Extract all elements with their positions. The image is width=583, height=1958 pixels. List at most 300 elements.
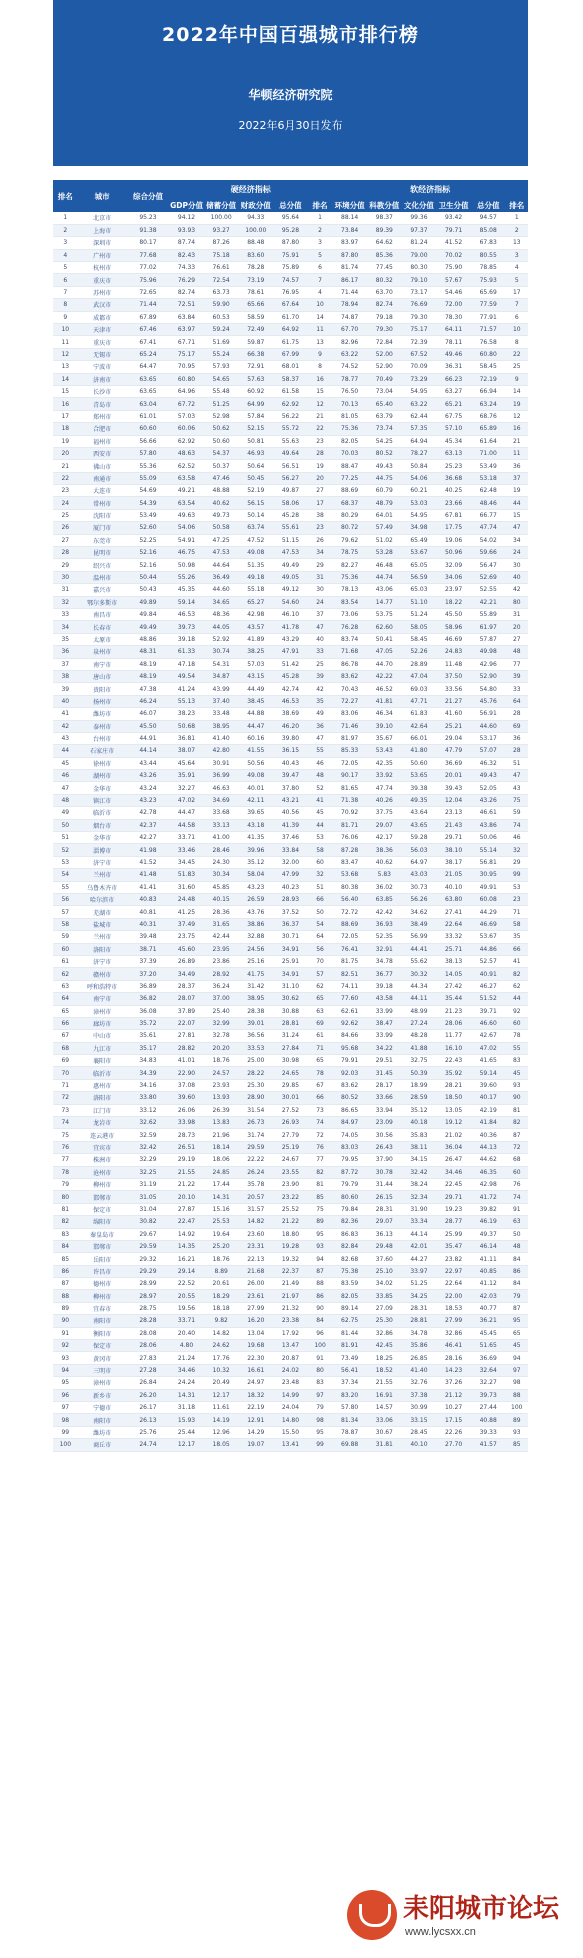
table-cell: 39.18 (169, 633, 204, 645)
table-cell: 89.14 (332, 1302, 367, 1314)
table-cell: 89 (308, 1216, 333, 1228)
table-cell: 27 (308, 485, 333, 497)
table-cell: 38.36 (367, 844, 402, 856)
table-row (53, 1154, 528, 1166)
table-cell: 69 (308, 1017, 333, 1029)
table-cell: 7 (506, 299, 528, 311)
table-cell: 28.31 (402, 1302, 437, 1314)
table-cell: 14 (308, 311, 333, 323)
table-cell: 48 (506, 646, 528, 658)
table-cell: 14 (53, 373, 78, 385)
table-cell: 67.72 (169, 398, 204, 410)
table-cell: 82.27 (332, 559, 367, 571)
table-cell: 91 (506, 1203, 528, 1215)
table-cell: 19 (506, 398, 528, 410)
table-cell: 40 (506, 571, 528, 583)
table-cell: 56.26 (402, 893, 437, 905)
table-cell: 62.60 (367, 621, 402, 633)
table-cell: 88 (308, 1278, 333, 1290)
table-row (53, 584, 528, 596)
table-cell: 53.49 (127, 509, 169, 521)
table-cell: 66.01 (402, 732, 437, 744)
table-cell: 45.35 (169, 584, 204, 596)
table-cell: 82.74 (367, 299, 402, 311)
city-cell: 扬州市 (78, 695, 127, 707)
city-cell: 金华市 (78, 832, 127, 844)
table-cell: 86.17 (332, 274, 367, 286)
table-cell: 30.67 (367, 1426, 402, 1438)
table-cell: 65.66 (238, 299, 273, 311)
table-cell: 97 (506, 1364, 528, 1376)
table-cell: 34.46 (436, 1166, 471, 1178)
table-cell: 79.18 (367, 311, 402, 323)
table-cell: 42.78 (127, 807, 169, 819)
table-cell: 79.95 (332, 1154, 367, 1166)
table-cell: 21.55 (169, 1166, 204, 1178)
table-cell: 79.84 (332, 1203, 367, 1215)
table-cell: 70.02 (436, 249, 471, 261)
table-cell: 49.87 (273, 485, 308, 497)
table-cell: 80.30 (402, 262, 437, 274)
table-cell: 42.03 (471, 1290, 506, 1302)
table-row (53, 237, 528, 249)
table-cell: 94.33 (238, 212, 273, 224)
city-cell: 黄冈市 (78, 1352, 127, 1364)
table-cell: 59.28 (402, 832, 437, 844)
table-cell: 52.55 (471, 584, 506, 596)
table-cell: 28.16 (436, 1352, 471, 1364)
city-cell: 深圳市 (78, 237, 127, 249)
table-cell: 41.35 (238, 832, 273, 844)
table-row (53, 212, 528, 224)
table-cell: 29.04 (436, 732, 471, 744)
header-health: 卫生分值 (436, 198, 471, 212)
table-cell: 67.64 (273, 299, 308, 311)
table-row (53, 1055, 528, 1067)
table-cell: 46.24 (127, 695, 169, 707)
table-cell: 50 (308, 906, 333, 918)
city-cell: 南阳市 (78, 1414, 127, 1426)
table-cell: 32.27 (471, 1377, 506, 1389)
table-cell: 37.39 (127, 955, 169, 967)
table-cell: 87.72 (332, 1166, 367, 1178)
city-cell: 合肥市 (78, 423, 127, 435)
city-cell: 宁德市 (78, 1402, 127, 1414)
table-cell: 30.32 (402, 968, 437, 980)
table-cell: 44.70 (367, 658, 402, 670)
table-cell: 46.10 (273, 609, 308, 621)
table-cell: 32.00 (273, 856, 308, 868)
table-cell: 83 (506, 1055, 528, 1067)
city-cell: 昆明市 (78, 547, 127, 559)
table-cell: 60.80 (471, 348, 506, 360)
table-cell: 24.62 (204, 1340, 239, 1352)
table-cell: 32.09 (436, 559, 471, 571)
table-cell: 83.74 (332, 633, 367, 645)
table-cell: 42.35 (367, 757, 402, 769)
table-cell: 24 (308, 596, 333, 608)
table-cell: 28.06 (127, 1340, 169, 1352)
table-cell: 14.35 (169, 1240, 204, 1252)
table-cell: 35.92 (436, 1067, 471, 1079)
table-cell: 78.28 (238, 262, 273, 274)
table-cell: 34.78 (402, 1327, 437, 1339)
table-cell: 38.95 (204, 720, 239, 732)
table-cell: 49.89 (127, 596, 169, 608)
table-cell: 36.08 (127, 1005, 169, 1017)
table-row (53, 534, 528, 546)
table-cell: 50.58 (204, 522, 239, 534)
table-cell: 28.06 (436, 1017, 471, 1029)
table-cell: 1 (506, 212, 528, 224)
table-cell: 54.02 (471, 534, 506, 546)
table-cell: 44.14 (402, 1228, 437, 1240)
table-cell: 37.26 (436, 1377, 471, 1389)
table-cell: 67.71 (169, 336, 204, 348)
table-cell: 23.31 (238, 1240, 273, 1252)
table-cell: 88.47 (332, 460, 367, 472)
table-cell: 27.28 (127, 1364, 169, 1376)
table-cell: 19 (308, 460, 333, 472)
table-cell: 71.44 (332, 286, 367, 298)
table-cell: 62.92 (273, 398, 308, 410)
table-cell: 44.05 (204, 621, 239, 633)
table-cell: 27.24 (402, 1017, 437, 1029)
table-cell: 36 (506, 460, 528, 472)
table-cell: 73.17 (402, 286, 437, 298)
table-row (53, 348, 528, 360)
table-cell: 51.83 (169, 869, 204, 881)
table-cell: 87.80 (273, 237, 308, 249)
table-cell: 28.31 (367, 1203, 402, 1215)
table-cell: 25.21 (436, 720, 471, 732)
table-row (53, 1426, 528, 1438)
table-cell: 41 (53, 708, 78, 720)
table-cell: 89.39 (367, 224, 402, 236)
table-cell: 64.11 (436, 324, 471, 336)
table-cell: 26.06 (169, 1104, 204, 1116)
table-cell: 39 (53, 683, 78, 695)
header-savings: 储蓄分值 (204, 198, 239, 212)
table-cell: 33.48 (204, 708, 239, 720)
table-cell: 14.82 (204, 1327, 239, 1339)
table-cell: 30 (506, 559, 528, 571)
table-cell: 60.21 (402, 485, 437, 497)
city-cell: 绵阳市 (78, 1216, 127, 1228)
city-cell: 鄂尔多斯市 (78, 596, 127, 608)
table-cell: 43.65 (402, 819, 437, 831)
table-cell: 41.84 (471, 1117, 506, 1129)
table-cell: 62.48 (471, 485, 506, 497)
table-cell: 55.13 (169, 695, 204, 707)
table-cell: 47.99 (273, 869, 308, 881)
table-row (53, 423, 528, 435)
table-cell: 12.04 (436, 794, 471, 806)
table-cell: 46.41 (436, 1340, 471, 1352)
table-cell: 80 (308, 1364, 333, 1376)
table-cell: 38.45 (238, 695, 273, 707)
table-cell: 13 (53, 361, 78, 373)
table-cell: 31 (308, 571, 333, 583)
table-cell: 79.30 (367, 324, 402, 336)
table-cell: 38.49 (402, 918, 437, 930)
table-cell: 42.45 (367, 1340, 402, 1352)
table-cell: 29.59 (238, 1141, 273, 1153)
table-cell: 63.97 (169, 324, 204, 336)
table-cell: 24.04 (273, 1402, 308, 1414)
table-cell: 43.58 (367, 993, 402, 1005)
table-cell: 89 (53, 1302, 78, 1314)
city-cell: 东莞市 (78, 534, 127, 546)
table-cell: 39.43 (436, 782, 471, 794)
table-cell: 56.59 (402, 571, 437, 583)
table-cell: 76.41 (332, 943, 367, 955)
table-row (53, 1228, 528, 1240)
table-cell: 44.14 (127, 745, 169, 757)
table-cell: 30 (308, 584, 333, 596)
table-cell: 26.93 (273, 1117, 308, 1129)
table-cell: 90 (53, 1315, 78, 1327)
table-row (53, 485, 528, 497)
table-cell: 85 (506, 1439, 528, 1451)
table-cell: 57 (53, 906, 78, 918)
table-cell: 34 (506, 534, 528, 546)
table-cell: 30.71 (273, 931, 308, 943)
city-cell: 龙岩市 (78, 1117, 127, 1129)
table-cell: 46.63 (204, 782, 239, 794)
table-cell: 47.71 (402, 695, 437, 707)
table-cell: 58.96 (436, 621, 471, 633)
table-cell: 51 (308, 881, 333, 893)
city-cell: 哈尔滨市 (78, 893, 127, 905)
table-cell: 81.91 (332, 1340, 367, 1352)
table-cell: 41.40 (402, 1364, 437, 1376)
table-row (53, 385, 528, 397)
table-cell: 31.45 (367, 1067, 402, 1079)
table-cell: 53 (53, 856, 78, 868)
table-cell: 52.16 (127, 547, 169, 559)
table-cell: 21.02 (436, 1129, 471, 1141)
table-cell: 54.06 (402, 472, 437, 484)
city-cell: 长沙市 (78, 385, 127, 397)
city-cell: 漳州市 (78, 1005, 127, 1017)
table-cell: 71.00 (471, 447, 506, 459)
table-cell: 28.22 (238, 1067, 273, 1079)
table-cell: 36.49 (204, 571, 239, 583)
table-cell: 41.65 (471, 1055, 506, 1067)
table-cell: 40.43 (273, 757, 308, 769)
table-cell: 29 (506, 856, 528, 868)
table-cell: 25.30 (367, 1315, 402, 1327)
table-row (53, 1340, 528, 1352)
table-cell: 32.34 (402, 1191, 437, 1203)
table-cell: 42 (53, 720, 78, 732)
table-cell: 18.53 (436, 1302, 471, 1314)
table-cell: 32.27 (169, 782, 204, 794)
table-cell: 23.48 (273, 1377, 308, 1389)
table-cell: 48.79 (367, 497, 402, 509)
table-cell: 34.39 (127, 1067, 169, 1079)
table-cell: 61 (53, 955, 78, 967)
table-cell: 94 (308, 1253, 333, 1265)
city-cell: 济宁市 (78, 955, 127, 967)
table-cell: 25.30 (238, 1079, 273, 1091)
table-cell: 25.19 (273, 1141, 308, 1153)
table-cell: 66 (506, 943, 528, 955)
table-cell: 80.52 (367, 447, 402, 459)
table-cell: 83.62 (332, 1079, 367, 1091)
table-cell: 26.17 (127, 1402, 169, 1414)
table-cell: 21.97 (273, 1290, 308, 1302)
table-cell: 83.20 (332, 1389, 367, 1401)
table-cell: 26.47 (436, 1154, 471, 1166)
publish-date: 2022年6月30日发布 (238, 119, 343, 132)
table-cell: 18.80 (273, 1228, 308, 1240)
table-cell: 65.69 (471, 286, 506, 298)
table-cell: 22 (308, 423, 333, 435)
table-cell: 26.15 (367, 1191, 402, 1203)
table-cell: 22.45 (436, 1178, 471, 1190)
table-cell: 16.91 (367, 1389, 402, 1401)
table-cell: 40.62 (367, 856, 402, 868)
table-cell: 77.59 (471, 299, 506, 311)
table-cell: 64 (308, 931, 333, 943)
table-cell: 72.51 (169, 299, 204, 311)
table-cell: 14.99 (273, 1389, 308, 1401)
table-cell: 38.11 (402, 1141, 437, 1153)
table-cell: 60 (308, 856, 333, 868)
table-row (53, 683, 528, 695)
table-row (53, 361, 528, 373)
table-cell: 63.73 (204, 286, 239, 298)
table-cell: 35.86 (402, 1340, 437, 1352)
table-cell: 20.20 (204, 1042, 239, 1054)
table-cell: 58.37 (273, 373, 308, 385)
table-cell: 48.28 (402, 1030, 437, 1042)
header-city: 城市 (78, 180, 127, 212)
table-cell: 62 (53, 968, 78, 980)
table-cell: 16.10 (436, 1042, 471, 1054)
table-cell: 49.84 (127, 609, 169, 621)
table-cell: 95 (53, 1377, 78, 1389)
table-cell: 28.89 (402, 658, 437, 670)
table-cell: 30.78 (367, 1166, 402, 1178)
table-cell: 48 (308, 770, 333, 782)
table-cell: 60.08 (471, 893, 506, 905)
table-cell: 66.23 (436, 373, 471, 385)
table-cell: 41.81 (367, 695, 402, 707)
table-cell: 6 (506, 311, 528, 323)
table-cell: 58 (308, 844, 333, 856)
table-cell: 21.49 (273, 1278, 308, 1290)
table-cell: 86.78 (332, 658, 367, 670)
table-row (53, 249, 528, 261)
table-row (53, 869, 528, 881)
table-cell: 50.43 (127, 584, 169, 596)
table-cell: 87 (506, 1302, 528, 1314)
table-cell: 64.47 (127, 361, 169, 373)
table-cell: 50.56 (238, 757, 273, 769)
table-cell: 70.09 (402, 361, 437, 373)
table-cell: 27.44 (471, 1402, 506, 1414)
table-cell: 7 (308, 274, 333, 286)
table-cell: 72.00 (436, 299, 471, 311)
table-cell: 95.68 (332, 1042, 367, 1054)
table-cell: 14.57 (367, 1402, 402, 1414)
table-cell: 65.49 (402, 534, 437, 546)
table-row (53, 720, 528, 732)
table-cell: 44 (506, 497, 528, 509)
table-cell: 31.19 (127, 1178, 169, 1190)
table-cell: 82.96 (332, 336, 367, 348)
table-cell: 52.16 (127, 559, 169, 571)
city-cell: 德州市 (78, 1278, 127, 1290)
table-cell: 2 (308, 224, 333, 236)
table-cell: 4 (506, 262, 528, 274)
table-row (53, 1364, 528, 1376)
table-cell: 92 (506, 1005, 528, 1017)
table-cell: 67 (308, 1079, 333, 1091)
table-cell: 50.60 (402, 757, 437, 769)
table-cell: 22.52 (169, 1278, 204, 1290)
table-cell: 57.03 (238, 658, 273, 670)
table-row (53, 336, 528, 348)
table-cell: 84.97 (332, 1117, 367, 1129)
table-row (53, 1389, 528, 1401)
table-row (53, 410, 528, 422)
table-cell: 39.71 (471, 1005, 506, 1017)
table-cell: 83.59 (332, 1278, 367, 1290)
table-cell: 24.67 (273, 1154, 308, 1166)
table-cell: 46.52 (367, 683, 402, 695)
table-cell: 80.55 (471, 249, 506, 261)
table-cell: 46.93 (238, 447, 273, 459)
table-cell: 11.77 (436, 1030, 471, 1042)
table-cell: 81 (308, 1178, 333, 1190)
table-cell: 94.57 (471, 212, 506, 224)
table-row (53, 918, 528, 930)
table-cell: 36.82 (127, 993, 169, 1005)
table-row (53, 324, 528, 336)
city-cell: 潍坊市 (78, 708, 127, 720)
city-cell: 南昌市 (78, 609, 127, 621)
table-cell: 68.76 (471, 410, 506, 422)
table-cell: 40.91 (471, 968, 506, 980)
table-cell: 25.99 (436, 1228, 471, 1240)
table-cell: 34.25 (402, 1290, 437, 1302)
table-cell: 85 (53, 1253, 78, 1265)
table-cell: 45.34 (436, 435, 471, 447)
table-cell: 43.29 (273, 633, 308, 645)
table-cell: 33.12 (127, 1104, 169, 1116)
table-cell: 20 (53, 447, 78, 459)
table-cell: 58.59 (238, 311, 273, 323)
table-cell: 28.36 (204, 906, 239, 918)
table-cell: 65 (53, 1005, 78, 1017)
table-cell: 44.11 (402, 993, 437, 1005)
table-cell: 42.17 (367, 832, 402, 844)
table-cell: 19.12 (436, 1117, 471, 1129)
ranking-table (53, 180, 528, 1452)
table-cell: 15 (506, 509, 528, 521)
city-cell: 邯郸市 (78, 1240, 127, 1252)
table-cell: 9.82 (204, 1315, 239, 1327)
table-cell: 33.68 (204, 807, 239, 819)
table-cell: 42.42 (367, 906, 402, 918)
table-cell: 76 (53, 1141, 78, 1153)
table-cell: 40.36 (471, 1129, 506, 1141)
table-cell: 79.71 (436, 224, 471, 236)
